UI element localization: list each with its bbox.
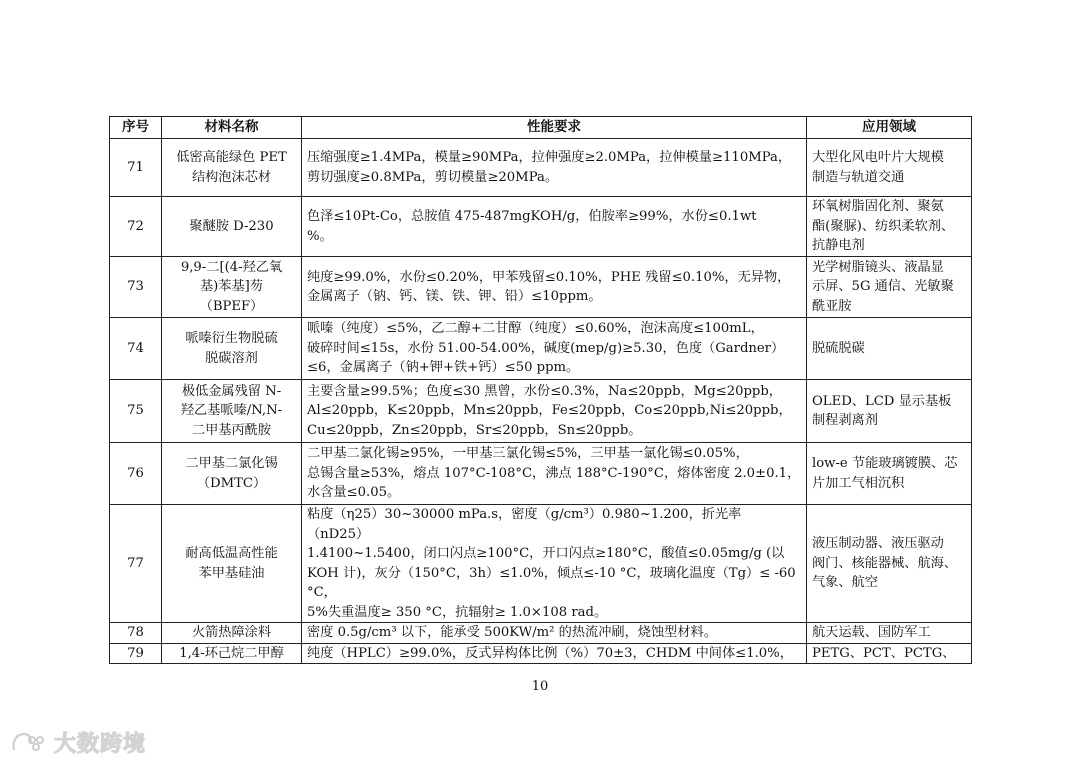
page-number: 10 [531, 679, 549, 694]
header-application: 应用领域 [807, 117, 972, 139]
table-row [110, 505, 972, 623]
performance-spec: 二甲基二氯化锡≥95%，一甲基三氯化锡≤5%，三甲基一氯化锡≤0.05%， 总锡含量≥53%，熔点 107°C-108°C，沸点 188°C-190°C，熔体密度 2.0±0.1， 水含量≤0.05。 [302, 443, 807, 505]
header-material-name: 材料名称 [162, 117, 302, 139]
performance-spec: 纯度（HPLC）≥99.0%，反式异构体比例（%）70±3，CHDM 中间体≤1.0%， [302, 643, 807, 664]
performance-spec: 色泽≤10Pt-Co，总胺值 475-487mgKOH/g，伯胺率≥99%，水份≤0.1wt %。 [302, 197, 807, 257]
table-row [110, 197, 972, 257]
row-number: 75 [110, 380, 162, 443]
table-row [110, 623, 972, 644]
row-number: 79 [110, 643, 162, 664]
header-performance: 性能要求 [302, 117, 807, 139]
row-number: 74 [110, 318, 162, 380]
application-field: 液压制动器、液压驱动 阀门、核能器械、航海、 气象、航空 [807, 505, 972, 623]
material-name: 聚醚胺 D-230 [162, 197, 302, 257]
table-row [110, 139, 972, 197]
application-field: low-e 节能玻璃镀膜、芯 片加工气相沉积 [807, 443, 972, 505]
table-row [110, 443, 972, 505]
application-field: 脱硫脱碳 [807, 318, 972, 380]
table-row [110, 643, 972, 664]
application-field: 环氧树脂固化剂、聚氨 酯(聚脲)、纺织柔软剂、 抗静电剂 [807, 197, 972, 257]
header-number: 序号 [110, 117, 162, 139]
application-field: PETG、PCT、PCTG、 [807, 643, 972, 664]
application-field: 航天运载、国防军工 [807, 623, 972, 644]
watermark [10, 727, 146, 758]
material-name: 低密高能绿色 PET 结构泡沫芯材 [162, 139, 302, 197]
application-field: 光学树脂镜头、液晶显 示屏、5G 通信、光敏聚 酰亚胺 [807, 257, 972, 318]
material-name: 哌嗪衍生物脱硫 脱碳溶剂 [162, 318, 302, 380]
table-row [110, 380, 972, 443]
material-name: 9,9-二[(4-羟乙氧 基)苯基]芴 （BPEF） [162, 257, 302, 318]
material-name: 1,4-环己烷二甲醇 [162, 643, 302, 664]
table-row [110, 257, 972, 318]
watermark-logo-icon [10, 730, 50, 756]
application-field: 大型化风电叶片大规模 制造与轨道交通 [807, 139, 972, 197]
row-number: 72 [110, 197, 162, 257]
performance-spec: 粘度（η25）30~30000 mPa.s，密度（g/cm³）0.980~1.200，折光率（nD25） 1.4100~1.5400，闭口闪点≥100°C，开口闪点≥180°C，酸值≤0.05mg/g (以 KOH 计)，灰分（150°C，3h）≤1.0%，倾点≤-10 °C，玻璃化温度（Tg）≤ -60 °C， 5%失重温度≥ 350 °C，抗辐射≥ 1.0×108 rad。 [302, 505, 807, 623]
row-number: 71 [110, 139, 162, 197]
material-name: 二甲基二氯化锡 （DMTC） [162, 443, 302, 505]
application-field: OLED、LCD 显示基板 制程剥离剂 [807, 380, 972, 443]
materials-table [109, 116, 972, 664]
table-row [110, 318, 972, 380]
row-number: 76 [110, 443, 162, 505]
watermark-text: 大数跨境 [54, 732, 147, 757]
performance-spec: 纯度≥99.0%，水份≤0.20%，甲苯残留≤0.10%，PHE 残留≤0.10%，无异物， 金属离子（钠、钙、镁、铁、钾、铅）≤10ppm。 [302, 257, 807, 318]
table-header-row [110, 117, 972, 139]
row-number: 78 [110, 623, 162, 644]
row-number: 73 [110, 257, 162, 318]
performance-spec: 密度 0.5g/cm³ 以下，能承受 500KW/m² 的热流冲刷，烧蚀型材料。 [302, 623, 807, 644]
material-name: 极低金属残留 N- 羟乙基哌嗪/N,N- 二甲基丙酰胺 [162, 380, 302, 443]
performance-spec: 压缩强度≥1.4MPa，模量≥90MPa，拉伸强度≥2.0MPa，拉伸模量≥110MPa， 剪切强度≥0.8MPa，剪切模量≥20MPa。 [302, 139, 807, 197]
material-name: 火箭热障涂料 [162, 623, 302, 644]
material-name: 耐高低温高性能 苯甲基硅油 [162, 505, 302, 623]
row-number: 77 [110, 505, 162, 623]
performance-spec: 主要含量≥99.5%；色度≤30 黑曾，水份≤0.3%，Na≤20ppb，Mg≤20ppb， Al≤20ppb，K≤20ppb，Mn≤20ppb，Fe≤20ppb，Co≤20ppb,Ni≤20ppb， Cu≤20ppb，Zn≤20ppb，Sr≤20ppb，Sn≤20ppb。 [302, 380, 807, 443]
performance-spec: 哌嗪（纯度）≤5%，乙二醇+二甘醇（纯度）≤0.60%，泡沫高度≤100mL， 破碎时间≤15s，水份 51.00-54.00%，碱度(mep/g)≥5.30，色度（Gardner） ≤6，金属离子（钠+钾+铁+钙）≤50 ppm。 [302, 318, 807, 380]
